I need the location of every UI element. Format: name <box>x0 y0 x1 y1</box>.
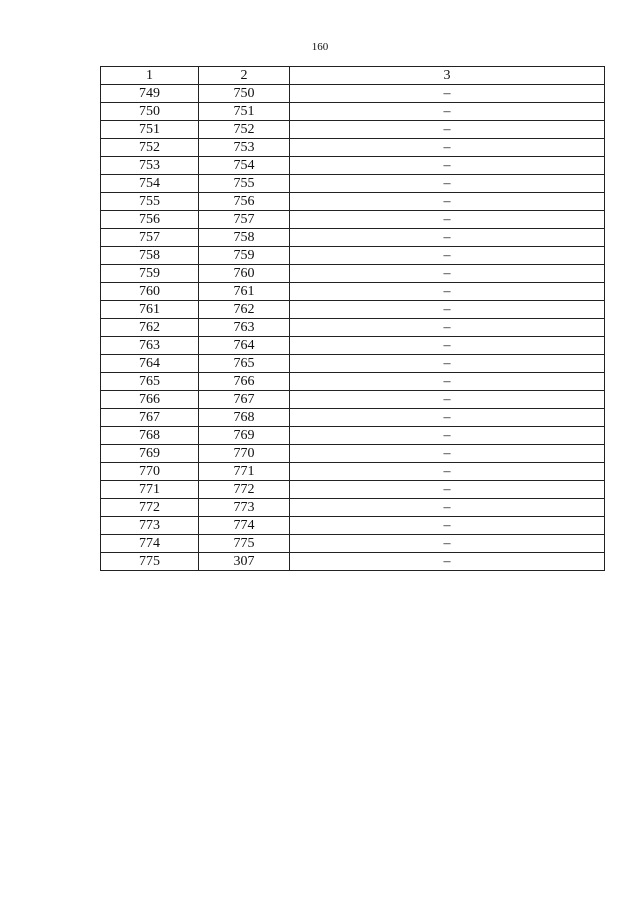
table-row <box>101 211 605 229</box>
table-row <box>101 445 605 463</box>
cell-col-3: – <box>290 337 605 355</box>
cell-col-1: 764 <box>101 355 199 373</box>
cell-col-3: – <box>290 535 605 553</box>
cell-col-2: 761 <box>199 283 290 301</box>
cell-col-3: – <box>290 85 605 103</box>
cell-col-2: 752 <box>199 121 290 139</box>
cell-col-3: – <box>290 355 605 373</box>
cell-col-3: – <box>290 481 605 499</box>
table-body <box>101 85 605 571</box>
cell-col-2: 773 <box>199 499 290 517</box>
cell-col-2: 774 <box>199 517 290 535</box>
cell-col-2: 766 <box>199 373 290 391</box>
table-row <box>101 103 605 121</box>
table-row <box>101 337 605 355</box>
cell-col-2: 750 <box>199 85 290 103</box>
cell-col-1: 768 <box>101 427 199 445</box>
cell-col-3: – <box>290 427 605 445</box>
cell-col-2: 755 <box>199 175 290 193</box>
table-row <box>101 283 605 301</box>
cell-col-1: 762 <box>101 319 199 337</box>
cell-col-3: – <box>290 229 605 247</box>
cell-col-2: 765 <box>199 355 290 373</box>
table-row <box>101 247 605 265</box>
cell-col-2: 763 <box>199 319 290 337</box>
table-row <box>101 175 605 193</box>
cell-col-2: 762 <box>199 301 290 319</box>
cell-col-2: 759 <box>199 247 290 265</box>
cell-col-3: – <box>290 445 605 463</box>
cell-col-3: – <box>290 175 605 193</box>
cell-col-1: 757 <box>101 229 199 247</box>
table-row <box>101 517 605 535</box>
cell-col-3: – <box>290 499 605 517</box>
cell-col-2: 769 <box>199 427 290 445</box>
cell-col-2: 767 <box>199 391 290 409</box>
cell-col-3: – <box>290 373 605 391</box>
cell-col-3: – <box>290 157 605 175</box>
cell-col-3: – <box>290 391 605 409</box>
cell-col-1: 763 <box>101 337 199 355</box>
page-number: 160 <box>311 41 329 53</box>
cell-col-3: – <box>290 283 605 301</box>
table-row <box>101 535 605 553</box>
cell-col-3: – <box>290 463 605 481</box>
cell-col-2: 772 <box>199 481 290 499</box>
cell-col-3: – <box>290 193 605 211</box>
cell-col-2: 307 <box>199 553 290 571</box>
cell-col-1: 761 <box>101 301 199 319</box>
table-row <box>101 427 605 445</box>
table-row <box>101 301 605 319</box>
data-table <box>100 66 605 571</box>
cell-col-1: 766 <box>101 391 199 409</box>
cell-col-2: 754 <box>199 157 290 175</box>
cell-col-1: 769 <box>101 445 199 463</box>
cell-col-3: – <box>290 247 605 265</box>
table-row <box>101 319 605 337</box>
table-row <box>101 409 605 427</box>
cell-col-3: – <box>290 553 605 571</box>
cell-col-2: 770 <box>199 445 290 463</box>
cell-col-3: – <box>290 409 605 427</box>
cell-col-1: 759 <box>101 265 199 283</box>
cell-col-1: 775 <box>101 553 199 571</box>
cell-col-2: 760 <box>199 265 290 283</box>
table-row <box>101 265 605 283</box>
table-row <box>101 355 605 373</box>
cell-col-3: – <box>290 211 605 229</box>
table-row <box>101 391 605 409</box>
table-row <box>101 481 605 499</box>
cell-col-1: 755 <box>101 193 199 211</box>
cell-col-3: – <box>290 301 605 319</box>
cell-col-3: – <box>290 121 605 139</box>
table-row <box>101 193 605 211</box>
cell-col-1: 767 <box>101 409 199 427</box>
cell-col-1: 751 <box>101 121 199 139</box>
cell-col-1: 774 <box>101 535 199 553</box>
column-header-1: 1 <box>101 67 199 85</box>
cell-col-1: 756 <box>101 211 199 229</box>
cell-col-1: 749 <box>101 85 199 103</box>
cell-col-1: 754 <box>101 175 199 193</box>
table-header-row <box>101 67 605 85</box>
cell-col-2: 775 <box>199 535 290 553</box>
cell-col-3: – <box>290 517 605 535</box>
cell-col-2: 771 <box>199 463 290 481</box>
table-row <box>101 157 605 175</box>
table-row <box>101 139 605 157</box>
cell-col-3: – <box>290 139 605 157</box>
cell-col-1: 770 <box>101 463 199 481</box>
cell-col-2: 758 <box>199 229 290 247</box>
cell-col-1: 773 <box>101 517 199 535</box>
cell-col-1: 752 <box>101 139 199 157</box>
cell-col-1: 772 <box>101 499 199 517</box>
table-row <box>101 121 605 139</box>
column-header-3: 3 <box>290 67 605 85</box>
table-row <box>101 373 605 391</box>
table-row <box>101 85 605 103</box>
cell-col-3: – <box>290 103 605 121</box>
cell-col-1: 765 <box>101 373 199 391</box>
cell-col-1: 750 <box>101 103 199 121</box>
cell-col-2: 751 <box>199 103 290 121</box>
table-row <box>101 463 605 481</box>
cell-col-1: 771 <box>101 481 199 499</box>
cell-col-2: 756 <box>199 193 290 211</box>
cell-col-2: 768 <box>199 409 290 427</box>
cell-col-2: 764 <box>199 337 290 355</box>
cell-col-2: 753 <box>199 139 290 157</box>
cell-col-3: – <box>290 265 605 283</box>
cell-col-1: 753 <box>101 157 199 175</box>
cell-col-2: 757 <box>199 211 290 229</box>
cell-col-3: – <box>290 319 605 337</box>
column-header-2: 2 <box>199 67 290 85</box>
table-row <box>101 229 605 247</box>
table-row <box>101 499 605 517</box>
cell-col-1: 760 <box>101 283 199 301</box>
table-row <box>101 553 605 571</box>
cell-col-1: 758 <box>101 247 199 265</box>
